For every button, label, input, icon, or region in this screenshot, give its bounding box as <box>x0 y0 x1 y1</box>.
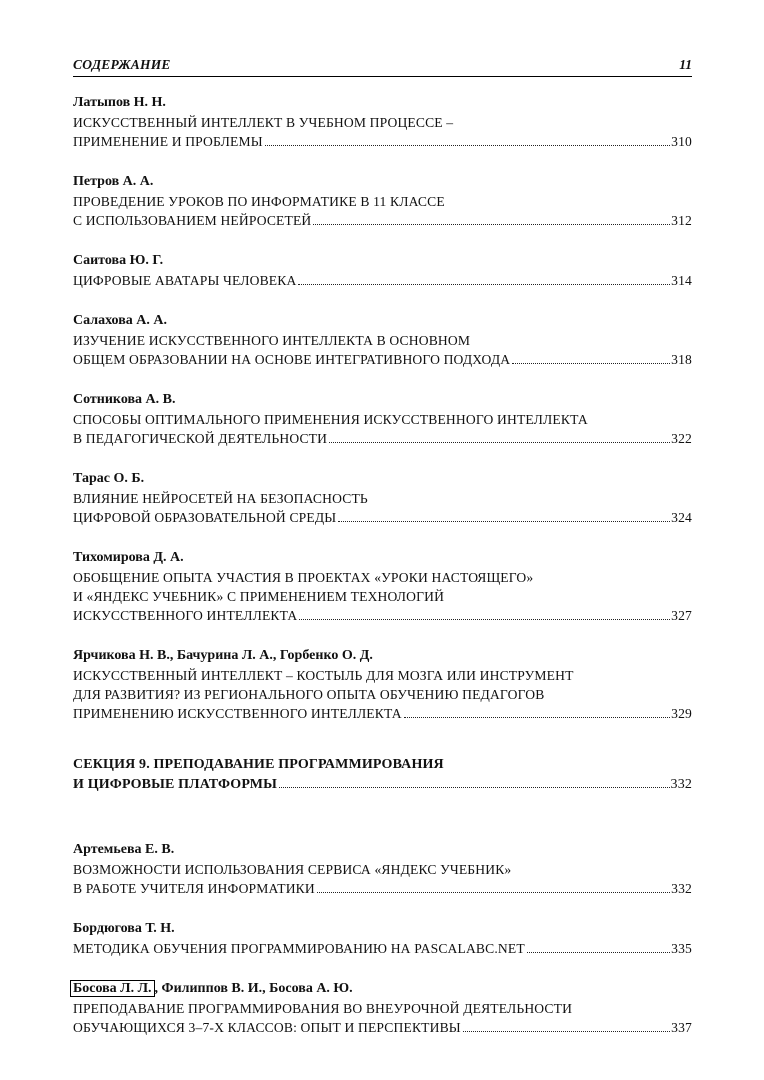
entry-title-text: ОБЩЕМ ОБРАЗОВАНИИ НА ОСНОВЕ ИНТЕГРАТИВНОГО ПОДХОДА <box>73 352 511 367</box>
entry-title-text: МЕТОДИКА ОБУЧЕНИЯ ПРОГРАММИРОВАНИЮ НА PASCALABC.NET <box>73 941 525 956</box>
entry-page-number: 329 <box>671 706 692 721</box>
entry-title-line: ИЗУЧЕНИЕ ИСКУССТВЕННОГО ИНТЕЛЛЕКТА В ОСНОВНОМ <box>73 333 471 348</box>
entry-page-number: 332 <box>670 777 692 792</box>
entry-authors: Саитова Ю. Г. <box>73 253 164 268</box>
entry-title-line: ВОЗМОЖНОСТИ ИСПОЛЬЗОВАНИЯ СЕРВИСА «ЯНДЕКС УЧЕБНИК» <box>73 862 512 877</box>
toc-entry <box>73 978 692 1037</box>
dot-leader <box>265 145 670 146</box>
toc-entry <box>73 839 692 898</box>
running-header <box>73 56 692 77</box>
dot-leader <box>512 363 670 364</box>
entry-page-number: 322 <box>671 431 692 446</box>
entry-title-line <box>73 429 692 448</box>
entry-title-line <box>73 775 692 795</box>
entry-title-line: ДЛЯ РАЗВИТИЯ? ИЗ РЕГИОНАЛЬНОГО ОПЫТА ОБУЧЕНИЮ ПЕДАГОГОВ <box>73 687 545 702</box>
dot-leader <box>298 284 670 285</box>
entry-authors: Сотникова А. В. <box>73 392 176 407</box>
entry-title-line <box>73 704 692 723</box>
entry-title-line <box>73 606 692 625</box>
entry-title-line <box>73 350 692 369</box>
entry-title-text: ОБУЧАЮЩИХСЯ 3–7-Х КЛАССОВ: ОПЫТ И ПЕРСПЕКТИВЫ <box>73 1020 461 1035</box>
entry-authors <box>73 978 692 999</box>
entry-title-text: ЦИФРОВОЙ ОБРАЗОВАТЕЛЬНОЙ СРЕДЫ <box>73 510 337 525</box>
entry-authors: Артемьева Е. В. <box>73 842 175 857</box>
dot-leader <box>299 619 670 620</box>
entry-title-line: ПРОВЕДЕНИЕ УРОКОВ ПО ИНФОРМАТИКЕ В 11 КЛАССЕ <box>73 194 445 209</box>
entry-authors: Тихомирова Д. А. <box>73 550 184 565</box>
toc-entry <box>73 171 692 230</box>
entry-title-text: ПРИМЕНЕНИЮ ИСКУССТВЕННОГО ИНТЕЛЛЕКТА <box>73 706 402 721</box>
dot-leader <box>317 892 670 893</box>
entry-authors: Латыпов Н. Н. <box>73 95 166 110</box>
entry-title-text: С ИСПОЛЬЗОВАНИЕМ НЕЙРОСЕТЕЙ <box>73 213 312 228</box>
header-page-number: 11 <box>679 57 692 72</box>
toc-entry <box>73 389 692 448</box>
entry-title-text: ИСКУССТВЕННОГО ИНТЕЛЛЕКТА <box>73 608 298 623</box>
entry-authors: Салахова А. А. <box>73 313 167 328</box>
highlighted-author: Босова Л. Л. <box>70 980 155 997</box>
header-title: СОДЕРЖАНИЕ <box>73 57 171 72</box>
entry-title-line: И «ЯНДЕКС УЧЕБНИК» С ПРИМЕНЕНИЕМ ТЕХНОЛОГИЙ <box>73 589 445 604</box>
dot-leader <box>329 442 670 443</box>
entry-title-text: В ПЕДАГОГИЧЕСКОЙ ДЕЯТЕЛЬНОСТИ <box>73 431 328 446</box>
dot-leader <box>404 717 670 718</box>
entry-authors: Бордюгова Т. Н. <box>73 921 175 936</box>
entry-page-number: 318 <box>671 352 692 367</box>
entry-title-line <box>73 132 692 151</box>
toc-entry <box>73 92 692 151</box>
entry-title-line: ИСКУССТВЕННЫЙ ИНТЕЛЛЕКТ В УЧЕБНОМ ПРОЦЕССЕ – <box>73 115 454 130</box>
entry-title-text: И ЦИФРОВЫЕ ПЛАТФОРМЫ <box>73 777 278 792</box>
entry-title-line: ВЛИЯНИЕ НЕЙРОСЕТЕЙ НА БЕЗОПАСНОСТЬ <box>73 491 368 506</box>
dot-leader <box>527 952 670 953</box>
entry-title-line: СПОСОБЫ ОПТИМАЛЬНОГО ПРИМЕНЕНИЯ ИСКУССТВЕННОГО ИНТЕЛЛЕКТА <box>73 412 588 427</box>
entry-page-number: 312 <box>671 213 692 228</box>
entry-authors: Петров А. А. <box>73 174 154 189</box>
entry-authors: Тарас О. Б. <box>73 471 145 486</box>
entry-authors: Ярчикова Н. В., Бачурина Л. А., Горбенко О. Д. <box>73 648 373 663</box>
entry-title-text: ЦИФРОВЫЕ АВАТАРЫ ЧЕЛОВЕКА <box>73 273 297 288</box>
entry-title-line: ИСКУССТВЕННЫЙ ИНТЕЛЛЕКТ – КОСТЫЛЬ ДЛЯ МОЗГА ИЛИ ИНСТРУМЕНТ <box>73 668 574 683</box>
toc-entry <box>73 468 692 527</box>
entry-title-line <box>73 1018 692 1037</box>
entry-title-line <box>73 879 692 898</box>
dot-leader <box>313 224 670 225</box>
toc-list <box>73 92 692 1057</box>
entry-title-text: В РАБОТЕ УЧИТЕЛЯ ИНФОРМАТИКИ <box>73 881 315 896</box>
toc-entry <box>73 310 692 369</box>
entry-title-line <box>73 939 692 958</box>
dot-leader <box>279 787 670 788</box>
entry-title-line <box>73 211 692 230</box>
entry-title-line: СЕКЦИЯ 9. ПРЕПОДАВАНИЕ ПРОГРАММИРОВАНИЯ <box>73 757 444 772</box>
entry-page-number: 310 <box>671 134 692 149</box>
toc-entry <box>73 250 692 290</box>
dot-leader <box>463 1031 670 1032</box>
entry-page-number: 337 <box>671 1020 692 1035</box>
entry-page-number: 324 <box>671 510 692 525</box>
entry-title-line <box>73 508 692 527</box>
entry-title-text: ПРИМЕНЕНИЕ И ПРОБЛЕМЫ <box>73 134 263 149</box>
dot-leader <box>338 521 670 522</box>
entry-page-number: 314 <box>671 273 692 288</box>
entry-page-number: 327 <box>671 608 692 623</box>
entry-title-line: ОБОБЩЕНИЕ ОПЫТА УЧАСТИЯ В ПРОЕКТАХ «УРОКИ НАСТОЯЩЕГО» <box>73 570 534 585</box>
toc-entry <box>73 918 692 958</box>
entry-title-line: ПРЕПОДАВАНИЕ ПРОГРАММИРОВАНИЯ ВО ВНЕУРОЧНОЙ ДЕЯТЕЛЬНОСТИ <box>73 1001 573 1016</box>
entry-page-number: 335 <box>671 941 692 956</box>
toc-section-heading <box>73 755 692 795</box>
coauthors: , Филиппов В. И., Босова А. Ю. <box>154 981 353 996</box>
toc-entry <box>73 645 692 723</box>
toc-entry <box>73 547 692 625</box>
entry-title-line <box>73 271 692 290</box>
entry-page-number: 332 <box>671 881 692 896</box>
